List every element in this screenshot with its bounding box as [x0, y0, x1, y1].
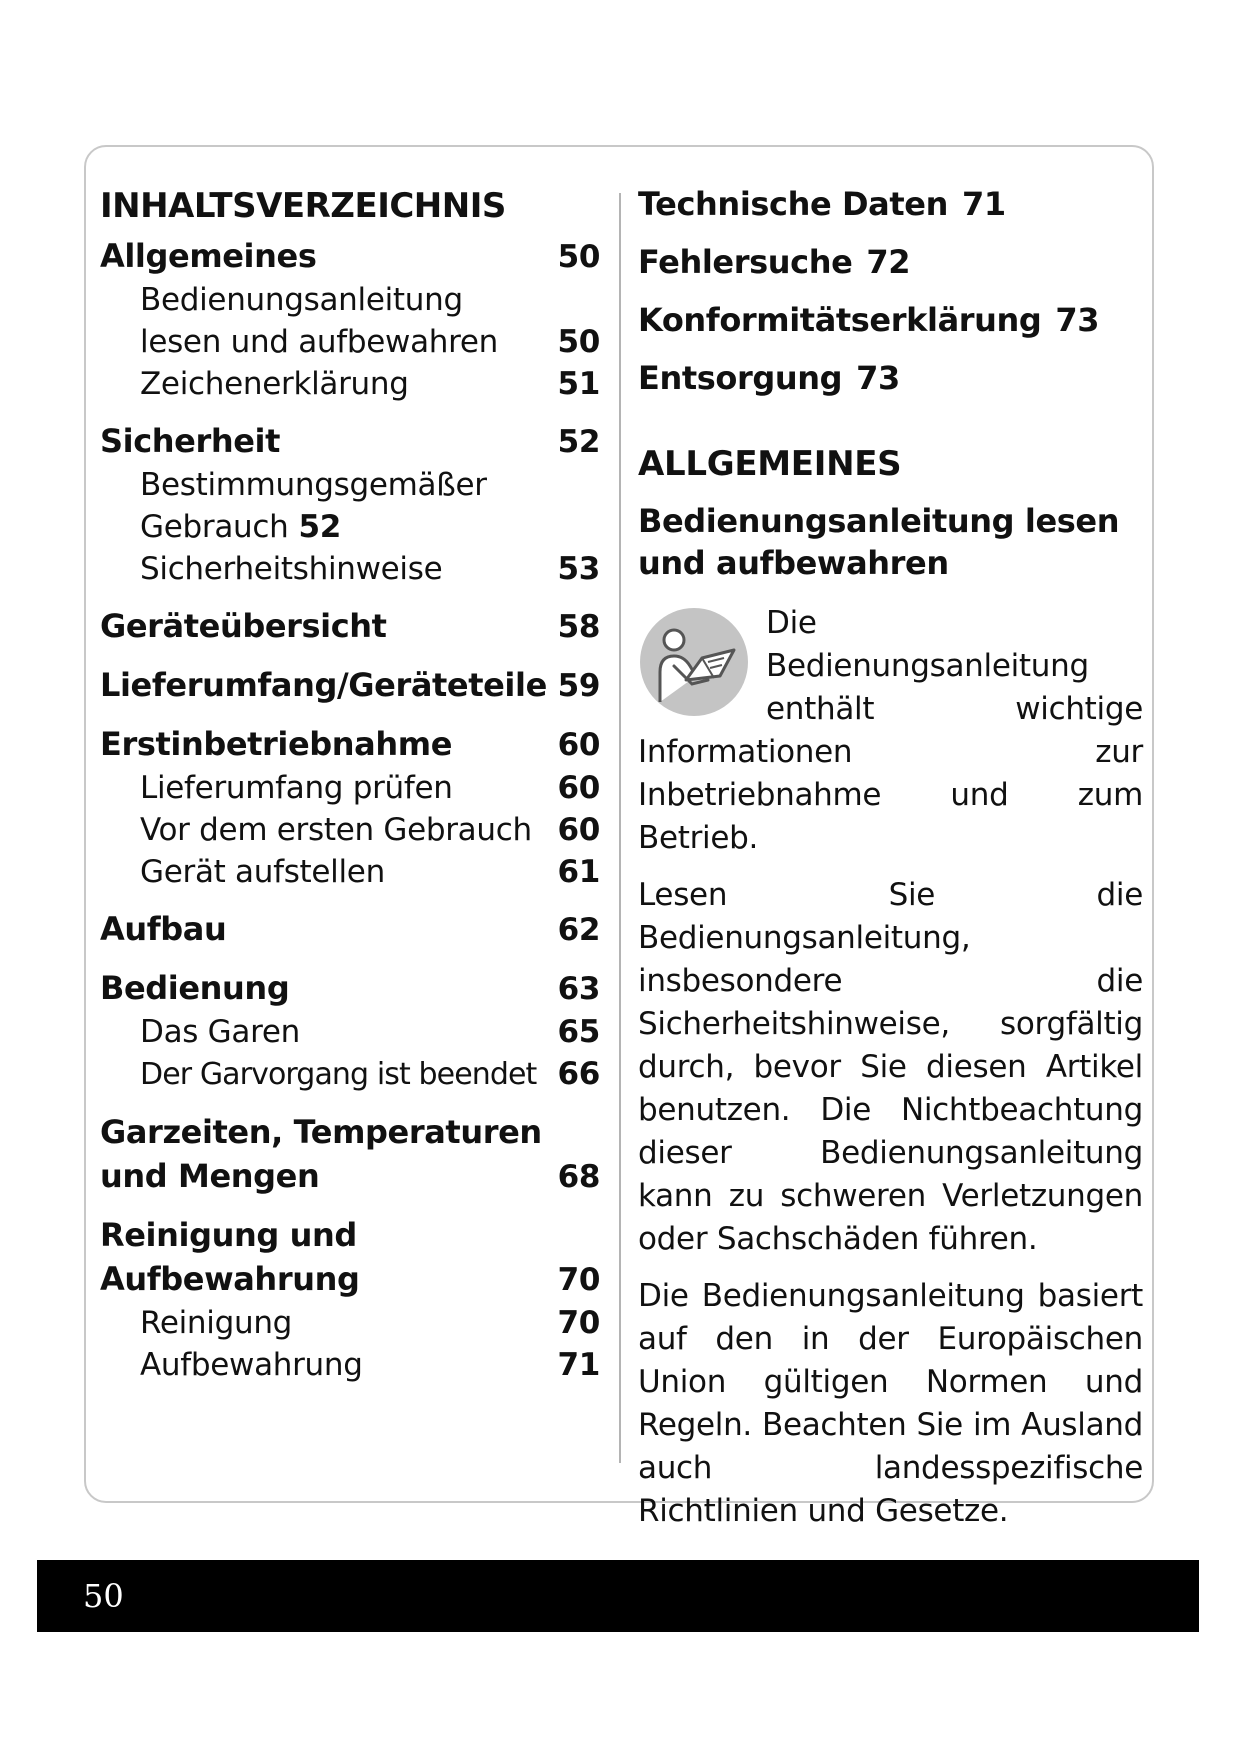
- toc-entry-label: und Mengen: [100, 1157, 320, 1195]
- toc-entry[interactable]: [100, 1213, 600, 1257]
- toc-entry[interactable]: [100, 966, 600, 1011]
- toc-entry-page: 71: [961, 185, 1006, 223]
- toc-entry-label: Konformitätserklärung: [638, 301, 1042, 339]
- toc-entry-label: Garzeiten, Temperaturen: [100, 1113, 542, 1151]
- toc-entry-page: 58: [557, 609, 600, 645]
- toc-entry-label: Reinigung und: [100, 1216, 357, 1254]
- subsection-title-line: und aufbewahren: [638, 544, 949, 582]
- toc-subentry[interactable]: [100, 321, 600, 363]
- toc-entry[interactable]: [100, 1257, 600, 1302]
- toc-entry[interactable]: [638, 240, 1143, 284]
- toc-entry-page: 73: [856, 359, 900, 397]
- toc-subentry-label: Zeichenerklärung: [140, 366, 409, 402]
- toc-subentry-page: 60: [557, 770, 600, 806]
- toc-section-garzeiten: [100, 1110, 600, 1199]
- toc-subentry-label: Lieferumfang prüfen: [140, 770, 453, 806]
- toc-subentry-page: 66: [557, 1056, 600, 1092]
- toc-subentry-page: 51: [557, 366, 600, 402]
- toc-entry[interactable]: [638, 182, 1143, 226]
- toc-entry-label: Technische Daten: [638, 185, 948, 223]
- toc-section-reinigung: [100, 1213, 600, 1386]
- paragraph: Lesen Sie die Bedienungsanleitung, insbesondere die Sicherheitshinweise, sorgfältig durch, bevor Sie diesen Artikel benutzen. Die Nichtbeachtung dieser Bedienungsanleitung kann zu schweren Verletzungen oder Sachschäden führen.: [638, 877, 1143, 1257]
- toc-entry-page: 72: [866, 243, 911, 281]
- toc-entry[interactable]: [100, 907, 600, 952]
- toc-subentry-page: 60: [557, 812, 600, 848]
- paragraph-text: Die Bedienungsanleitung enthält wichtige Informationen zur Inbetriebnahme und zum Betrieb.: [638, 605, 1143, 856]
- toc-subentry-label: Sicherheitshinweise: [140, 551, 443, 587]
- footer-bar: [37, 1560, 1199, 1632]
- toc-subentry-label: Reinigung: [140, 1305, 293, 1341]
- toc-subentry[interactable]: [100, 279, 600, 321]
- toc-entry[interactable]: [100, 1110, 600, 1154]
- toc-subentry-page: 53: [557, 551, 600, 587]
- toc-heading: INHALTSVERZEICHNIS: [100, 186, 506, 226]
- toc-section-geraeteuebersicht: [100, 604, 600, 649]
- toc-section-erstinbetriebnahme: [100, 722, 600, 893]
- toc-entry-label: Fehlersuche: [638, 243, 853, 281]
- toc-subentry-line: Gebrauch: [140, 509, 289, 545]
- toc-entry-label: Lieferumfang/Geräteteile: [100, 666, 547, 704]
- toc-entry-page: 59: [557, 668, 600, 704]
- right-column: [638, 182, 1143, 1547]
- toc-entry[interactable]: [100, 1154, 600, 1199]
- toc-entry-label: Erstinbetriebnahme: [100, 725, 453, 763]
- toc-subentry[interactable]: [100, 464, 600, 548]
- toc-entry-label: Allgemeines: [100, 237, 317, 275]
- toc-entry-page: 73: [1055, 301, 1100, 339]
- toc-entry-page: 63: [557, 971, 600, 1007]
- paragraph: Die Bedienungsanleitung basiert auf den in der Europäischen Union gültigen Normen und Regeln. Beachten Sie im Ausland auch landesspezifische Richtlinien und Gesetze.: [638, 1278, 1143, 1529]
- toc-entry[interactable]: [100, 419, 600, 464]
- toc-subentry[interactable]: [100, 809, 600, 851]
- toc-section-allgemeines: [100, 234, 600, 405]
- column-divider: [619, 193, 621, 1463]
- toc-entry-label: Bedienung: [100, 969, 290, 1007]
- toc-subentry-label: Vor dem ersten Gebrauch: [140, 812, 532, 848]
- toc-entry-page: 50: [557, 239, 600, 275]
- toc-subentry[interactable]: [100, 1053, 600, 1096]
- read-manual-icon: [638, 606, 750, 718]
- toc-subentry-page: 52: [298, 509, 341, 545]
- subsection-title-line: Bedienungsanleitung lesen: [638, 502, 1120, 540]
- toc-entry-page: 60: [557, 727, 600, 763]
- toc-entry[interactable]: [100, 722, 600, 767]
- toc-entry-label: Aufbau: [100, 910, 227, 948]
- toc-entry[interactable]: [100, 234, 600, 279]
- toc-subentry-line: Bestimmungsgemäßer: [140, 467, 487, 503]
- toc-subentry-page: 71: [557, 1347, 600, 1383]
- toc-entry-label: Geräteübersicht: [100, 607, 387, 645]
- section-title: ALLGEMEINES: [638, 444, 902, 484]
- toc-subentry-page: 70: [557, 1305, 600, 1341]
- toc-entry[interactable]: [100, 663, 600, 708]
- toc-subentry-label: Der Garvorgang ist beendet: [140, 1057, 537, 1092]
- toc-entry-page: 62: [557, 912, 600, 948]
- toc-entry[interactable]: [100, 604, 600, 649]
- toc-subentry[interactable]: [100, 767, 600, 809]
- toc-subentry[interactable]: [100, 548, 600, 590]
- toc-subentry-label: Das Garen: [140, 1014, 300, 1050]
- toc-subentry-label: Aufbewahrung: [140, 1347, 363, 1383]
- toc-entry[interactable]: [638, 356, 1143, 400]
- toc-entry-label: Aufbewahrung: [100, 1260, 360, 1298]
- toc-subentry-page: 65: [557, 1014, 600, 1050]
- toc-subentry[interactable]: [100, 1302, 600, 1344]
- toc-entry-page: 70: [557, 1262, 600, 1298]
- toc-subentry-page: 61: [557, 854, 600, 890]
- toc-subentry[interactable]: [100, 1344, 600, 1386]
- toc-subentry-line: lesen und aufbewahren: [140, 324, 499, 360]
- toc-subentry[interactable]: [100, 363, 600, 405]
- toc-section-bedienung: [100, 966, 600, 1096]
- toc-section-sicherheit: [100, 419, 600, 590]
- toc-subentry[interactable]: [100, 851, 600, 893]
- toc-entry-page: 52: [557, 424, 600, 460]
- toc-entry-page: 68: [557, 1159, 600, 1195]
- toc-subentry-page: 50: [557, 324, 600, 360]
- page-number: 50: [83, 1577, 124, 1615]
- paragraph: [638, 602, 1143, 860]
- toc-entry-label: Sicherheit: [100, 422, 281, 460]
- toc-subentry-label: Gerät aufstellen: [140, 854, 385, 890]
- toc-column: [100, 182, 600, 1400]
- toc-entry-label: Entsorgung: [638, 359, 843, 397]
- toc-section-aufbau: [100, 907, 600, 952]
- toc-subentry-line: Bedienungsanleitung: [140, 282, 463, 318]
- toc-entry[interactable]: [638, 298, 1143, 342]
- subsection-title: [638, 500, 1143, 584]
- toc-section-lieferumfang: [100, 663, 600, 708]
- toc-subentry[interactable]: [100, 1011, 600, 1053]
